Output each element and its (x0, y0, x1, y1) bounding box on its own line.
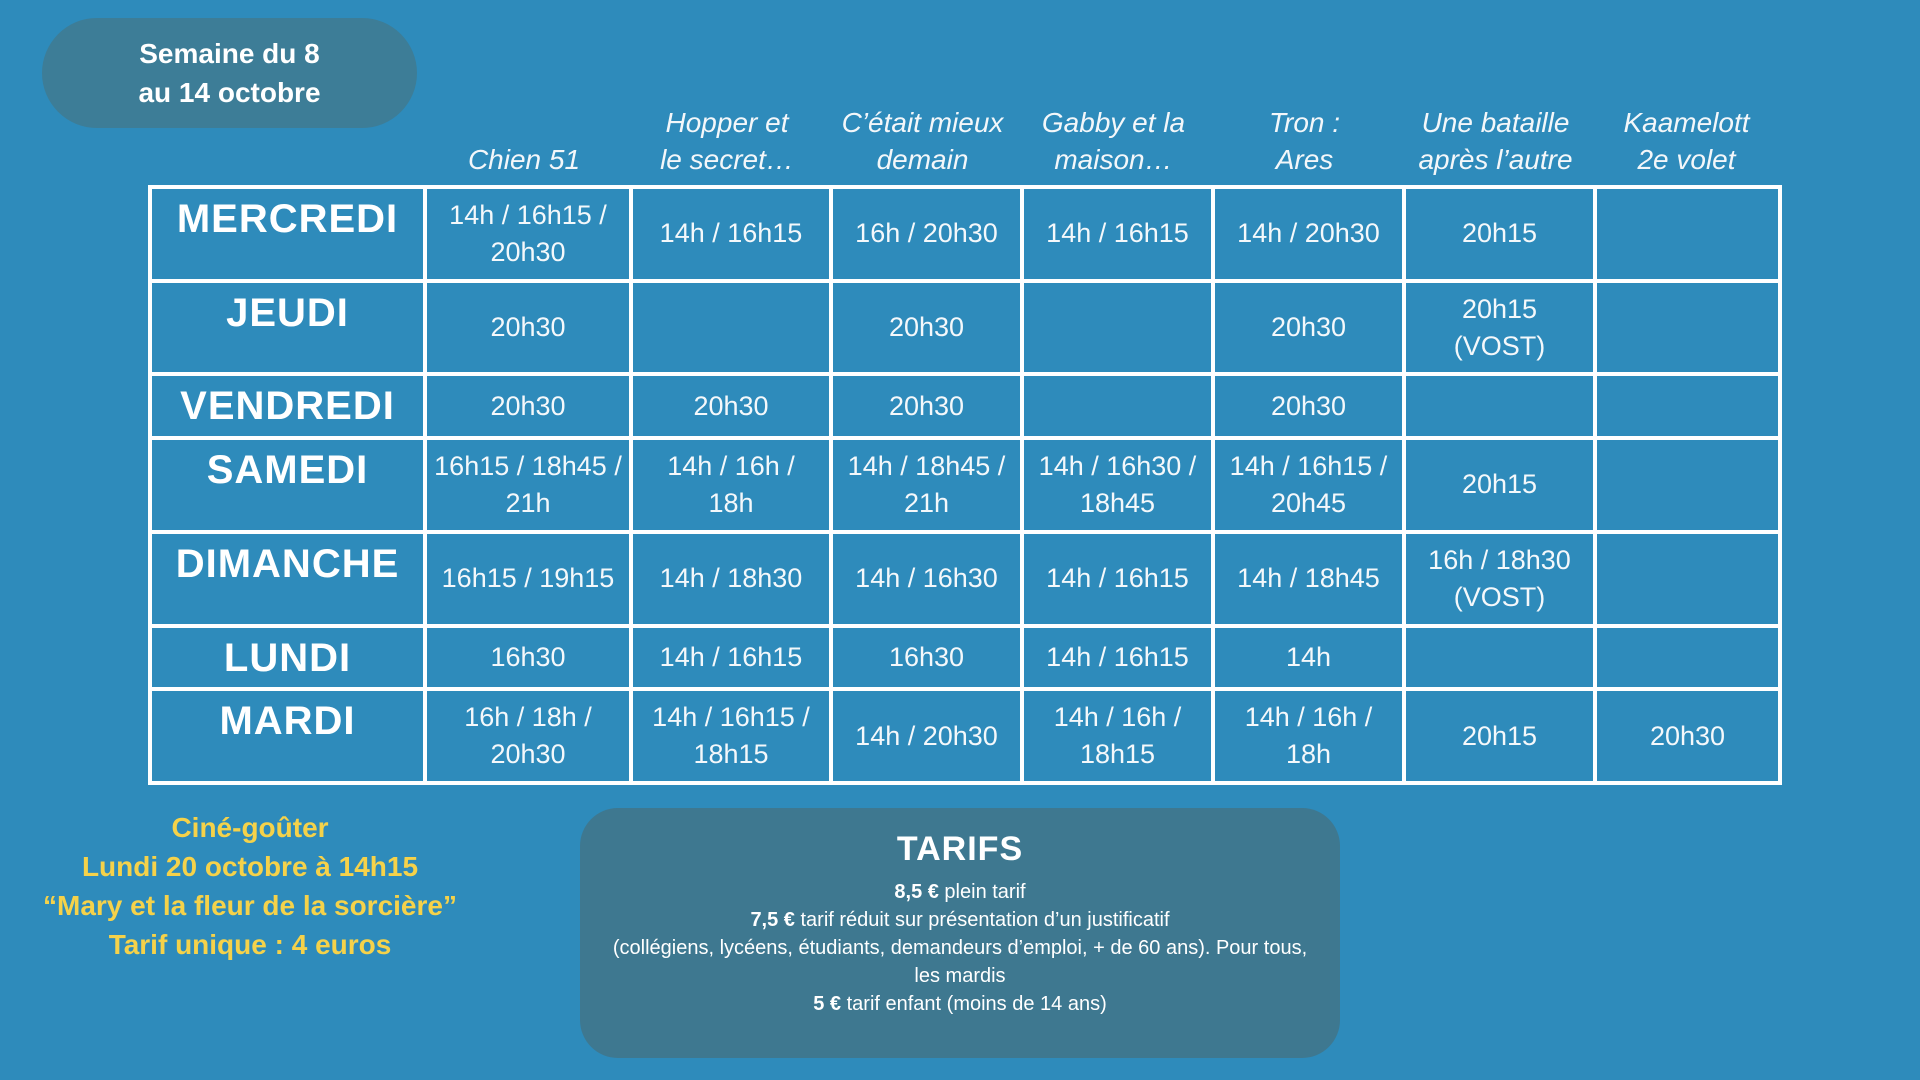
schedule-row-lundi (150, 626, 1780, 690)
showtime-text: 20h30 (490, 236, 566, 267)
day-label: MERCREDI (150, 187, 425, 281)
cine-gouter-title: Ciné-goûter (171, 812, 329, 843)
day-label: LUNDI (150, 626, 425, 690)
showtime-text: 20h30 (1270, 312, 1347, 343)
showtime-text: 20h30 (490, 312, 566, 343)
showtime-text: 14h / 16h30 / (1038, 450, 1197, 481)
film-title-tron-ares: Tron : Ares (1268, 107, 1341, 175)
tarif-child-price: 5 € (813, 993, 842, 1015)
schedule-row-mardi (150, 689, 1780, 783)
showtime-cell (1022, 281, 1213, 375)
showtime-cell (631, 689, 831, 783)
showtime-cell (831, 187, 1022, 281)
showtime-cell (1404, 438, 1595, 532)
tarif-reduced-label: tarif réduit sur présentation d’un justificatif (794, 909, 1170, 931)
film-title-une-bataille: Une bataille après l’autre (1418, 107, 1573, 175)
showtime-cell (1213, 187, 1404, 281)
showtime-cell (831, 438, 1022, 532)
showtime-cell (831, 689, 1022, 783)
showtime-text: 14h / 18h45 / (847, 450, 1006, 481)
day-label: SAMEDI (150, 438, 425, 532)
showtime-text: 14h / 16h15 (1046, 563, 1189, 594)
showtime-cell (1022, 532, 1213, 626)
showtime-cell (1595, 374, 1780, 438)
showtime-cell (631, 438, 831, 532)
showtime-text: 14h / 16h15 (1046, 218, 1189, 249)
showtime-text: 18h (708, 487, 754, 518)
film-title-kaamelott: Kaamelott 2e volet (1623, 107, 1750, 175)
showtime-cell (1213, 626, 1404, 690)
showtime-text: 14h / 16h / (667, 450, 795, 481)
showtime-cell (425, 532, 631, 626)
showtime-text: 14h / 20h30 (855, 720, 998, 751)
showtime-cell (1595, 626, 1780, 690)
showtime-cell (1022, 689, 1213, 783)
schedule-row-vendredi (150, 374, 1780, 438)
showtime-text: 16h30 (490, 641, 566, 672)
showtime-cell (1595, 438, 1780, 532)
showtime-text: 16h30 (888, 641, 965, 672)
showtime-cell (425, 626, 631, 690)
tarif-child-label: tarif enfant (moins de 14 ans) (841, 993, 1107, 1015)
showtime-cell (1213, 374, 1404, 438)
showtime-text: 20h45 (1270, 487, 1347, 518)
showtime-text: 16h15 / 19h15 (441, 563, 615, 594)
showtime-cell (1022, 374, 1213, 438)
week-line-1: Semaine du 8 (139, 38, 320, 69)
schedule-table (148, 185, 1782, 785)
showtime-text: 14h / 18h45 (1237, 563, 1380, 594)
day-label: VENDREDI (150, 374, 425, 438)
showtime-cell (1213, 281, 1404, 375)
showtime-cell (425, 438, 631, 532)
showtime-cell (831, 374, 1022, 438)
showtime-cell (1595, 532, 1780, 626)
showtime-text: 14h / 18h30 (659, 563, 803, 594)
showtime-cell (631, 532, 831, 626)
showtime-text: 14h / 16h / (1053, 702, 1182, 733)
showtime-text: 18h45 (1079, 487, 1156, 518)
showtime-text: 18h15 (693, 739, 769, 770)
showtime-text: 16h15 / 18h45 / (434, 450, 622, 481)
showtime-cell (1213, 438, 1404, 532)
tarifs-lines (580, 878, 1340, 1018)
showtime-text: (VOST) (1453, 581, 1546, 612)
showtime-cell (425, 187, 631, 281)
schedule-row-jeudi (150, 281, 1780, 375)
showtime-text: 20h30 (888, 312, 965, 343)
showtime-cell (1595, 281, 1780, 375)
cine-gouter-date: Lundi 20 octobre à 14h15 (81, 851, 419, 882)
film-title-chien-51: Chien 51 (467, 144, 581, 175)
showtime-text: 20h15 (1461, 469, 1538, 500)
showtime-text: (VOST) (1453, 330, 1546, 361)
showtime-cell (1404, 532, 1595, 626)
showtime-cell (1595, 187, 1780, 281)
showtime-text: 20h30 (693, 390, 769, 421)
showtime-cell (425, 689, 631, 783)
showtime-cell (425, 281, 631, 375)
showtime-cell (631, 187, 831, 281)
tarif-reduced (600, 906, 1320, 934)
showtime-text: 14h / 16h15 / (1229, 450, 1388, 481)
showtime-text: 14h / 16h15 / (652, 702, 810, 733)
tarifs-title: TARIFS (896, 830, 1024, 868)
showtime-cell (1022, 187, 1213, 281)
showtime-text: 16h / 20h30 (855, 218, 998, 249)
day-label: JEUDI (150, 281, 425, 375)
tarifs-box (580, 808, 1340, 1058)
showtime-text: 20h30 (490, 390, 566, 421)
showtime-cell (1404, 374, 1595, 438)
showtime-text: 20h15 (1461, 293, 1538, 324)
showtime-cell (831, 532, 1022, 626)
showtime-text: 14h (1285, 641, 1332, 672)
tarif-full (600, 878, 1320, 906)
showtime-cell (631, 626, 831, 690)
schedule-row-mercredi (150, 187, 1780, 281)
tarif-full-price: 8,5 € (894, 881, 939, 903)
showtime-text: 16h / 18h / (464, 702, 592, 733)
tarif-reduced-price: 7,5 € (750, 909, 795, 931)
showtime-cell (831, 626, 1022, 690)
showtime-text: 14h / 16h15 (659, 641, 803, 672)
showtime-cell (1213, 689, 1404, 783)
showtime-text: 14h / 16h15 (1046, 641, 1189, 672)
day-label: MARDI (150, 689, 425, 783)
showtime-cell (1213, 532, 1404, 626)
showtime-cell (1404, 187, 1595, 281)
film-header-row (423, 100, 1778, 182)
cine-gouter-notice (0, 808, 500, 964)
showtime-text: 14h / 16h30 (855, 563, 998, 594)
tarif-child (600, 990, 1320, 1018)
cine-gouter-film: “Mary et la fleur de la sorcière” (43, 890, 457, 921)
showtime-text: 16h / 18h30 (1428, 544, 1571, 575)
showtime-text: 18h15 (1079, 739, 1156, 770)
showtime-text: 14h / 20h30 (1237, 218, 1380, 249)
showtime-cell (631, 374, 831, 438)
schedule-row-samedi (150, 438, 1780, 532)
week-badge (42, 18, 417, 128)
showtime-cell (1404, 689, 1595, 783)
tarif-reduced-detail: (collégiens, lycéens, étudiants, demandeurs d’emploi, + de 60 ans). Pour tous, les mardis (612, 937, 1308, 987)
showtime-cell (425, 374, 631, 438)
showtime-cell (831, 281, 1022, 375)
showtime-text: 14h / 16h15 / (449, 199, 607, 230)
day-label: DIMANCHE (150, 532, 425, 626)
schedule-body (150, 187, 1780, 783)
showtime-text: 20h15 (1461, 218, 1538, 249)
tarif-full-label: plein tarif (938, 881, 1026, 903)
week-line-2: au 14 octobre (138, 77, 321, 108)
showtime-cell (631, 281, 831, 375)
showtime-text: 20h30 (888, 390, 965, 421)
showtime-text: 20h30 (490, 739, 566, 770)
showtime-text: 20h30 (1270, 390, 1347, 421)
cine-gouter-price: Tarif unique : 4 euros (108, 929, 392, 960)
showtime-cell (1404, 626, 1595, 690)
film-title-gabby: Gabby et la maison… (1041, 107, 1186, 175)
showtime-text: 20h15 (1461, 720, 1538, 751)
showtime-text: 14h / 16h / (1244, 702, 1373, 733)
showtime-text: 21h (505, 487, 551, 518)
showtime-text: 20h30 (1649, 720, 1726, 751)
schedule-row-dimanche (150, 532, 1780, 626)
showtime-cell (1022, 438, 1213, 532)
film-title-hopper: Hopper et le secret… (660, 107, 794, 175)
showtime-text: 18h (1285, 739, 1332, 770)
showtime-cell (1404, 281, 1595, 375)
showtime-text: 21h (903, 487, 950, 518)
film-title-cetait-mieux-demain: C’était mieux demain (841, 107, 1004, 175)
showtime-cell (1022, 626, 1213, 690)
showtime-cell (1595, 689, 1780, 783)
showtime-text: 14h / 16h15 (659, 218, 803, 249)
